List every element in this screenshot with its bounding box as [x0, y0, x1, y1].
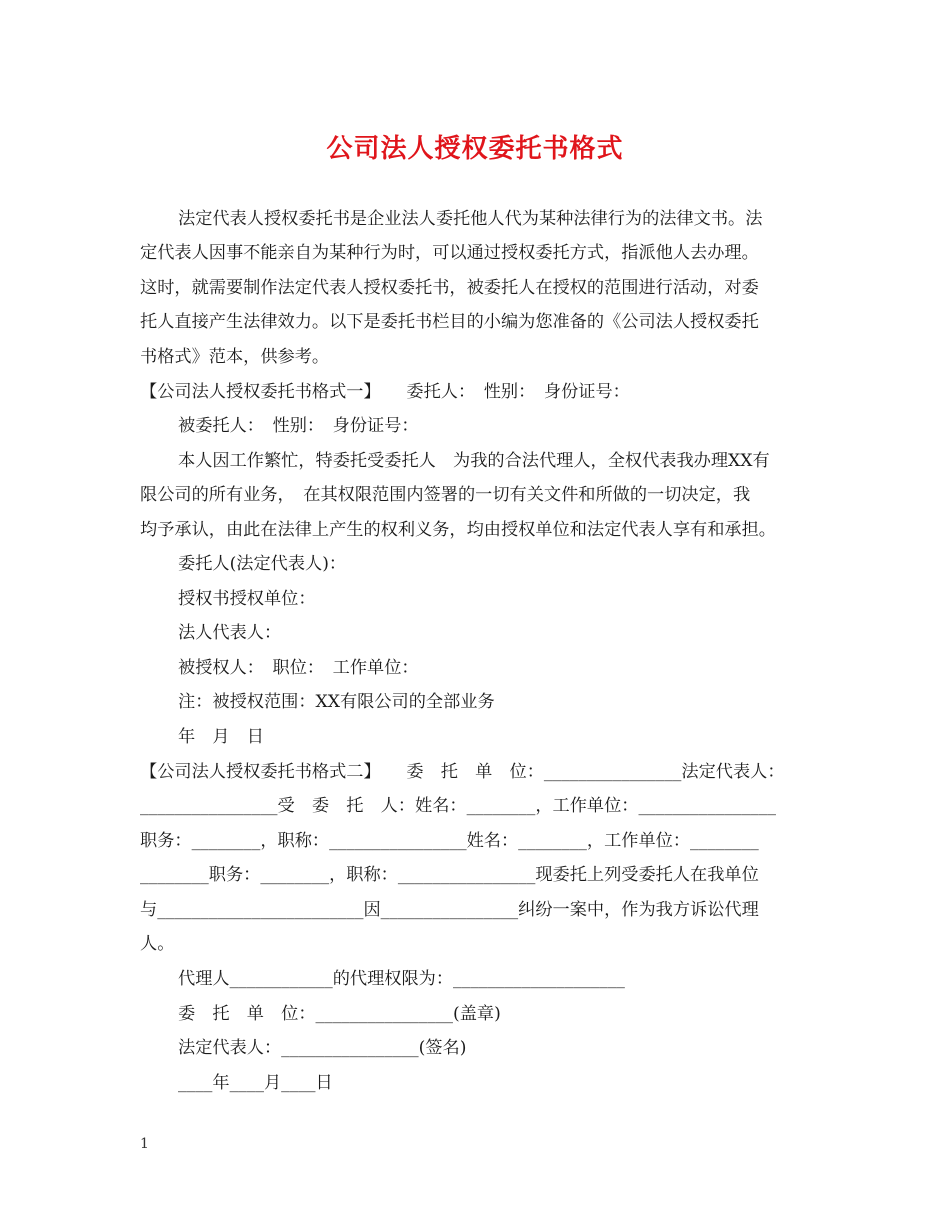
format1-body-line: 本人因工作繁忙，特委托受委托人 为我的合法代理人，全权代表我办理XX有 — [178, 451, 770, 471]
intro-line: 法定代表人授权委托书是企业法人委托他人代为某种法律行为的法律文书。法 — [178, 209, 763, 229]
format1-field: 法人代表人： — [178, 623, 282, 643]
format2-closing: 委 托 单 位：________________(盖章) — [178, 1004, 501, 1024]
format1-field: 被授权人： 职位： 工作单位： — [178, 658, 419, 678]
format2-line: 与________________________因________________纠纷一案中，作为我方诉讼代理 — [140, 900, 759, 920]
format1-agent-line: 被委托人： 性别： 身份证号： — [178, 416, 419, 436]
format1-field: 注：被授权范围：XX有限公司的全部业务 — [178, 692, 495, 712]
intro-line: 这时，就需要制作法定代表人授权委托书，被委托人在授权的范围进行活动，对委 — [140, 278, 759, 298]
document-title: 公司法人授权委托书格式 — [326, 134, 624, 164]
format2-line: 人。 — [140, 934, 175, 954]
format1-body-line: 均予承认，由此在法律上产生的权利义务，均由授权单位和法定代表人享有和承担。 — [140, 520, 776, 540]
format1-date: 年 月 日 — [178, 727, 264, 747]
format2-line: 职务：________，职称：________________姓名：________，工作单位：________ — [140, 831, 759, 851]
format2-closing: 法定代表人：________________(签名) — [178, 1038, 467, 1058]
page-number: 1 — [140, 1136, 149, 1152]
format2-line: 【公司法人授权委托书格式二】 委 托 单 位：________________法定代表人： — [140, 762, 785, 782]
format1-field: 委托人(法定代表人)： — [178, 554, 347, 574]
format2-line: ________________受 委 托 人：姓名：________，工作单位：________________ — [140, 796, 776, 816]
intro-line: 书格式》范本，供参考。 — [140, 347, 330, 367]
format2-date: ____年____月____日 — [178, 1073, 333, 1093]
format2-line: ________职务：________，职称：________________现委托上列受委托人在我单位 — [140, 865, 759, 885]
intro-line: 定代表人因事不能亲自为某种行为时，可以通过授权委托方式，指派他人去办理。 — [140, 243, 759, 263]
format2-closing: 代理人____________的代理权限为：____________________ — [178, 969, 625, 989]
format1-field: 授权书授权单位： — [178, 589, 316, 609]
format1-heading: 【公司法人授权委托书格式一】 委托人： 性别： 身份证号： — [140, 382, 630, 402]
intro-line: 托人直接产生法律效力。以下是委托书栏目的小编为您准备的《公司法人授权委托 — [140, 312, 759, 332]
format1-body-line: 限公司的所有业务， 在其权限范围内签署的一切有关文件和所做的一切决定，我 — [140, 485, 751, 505]
